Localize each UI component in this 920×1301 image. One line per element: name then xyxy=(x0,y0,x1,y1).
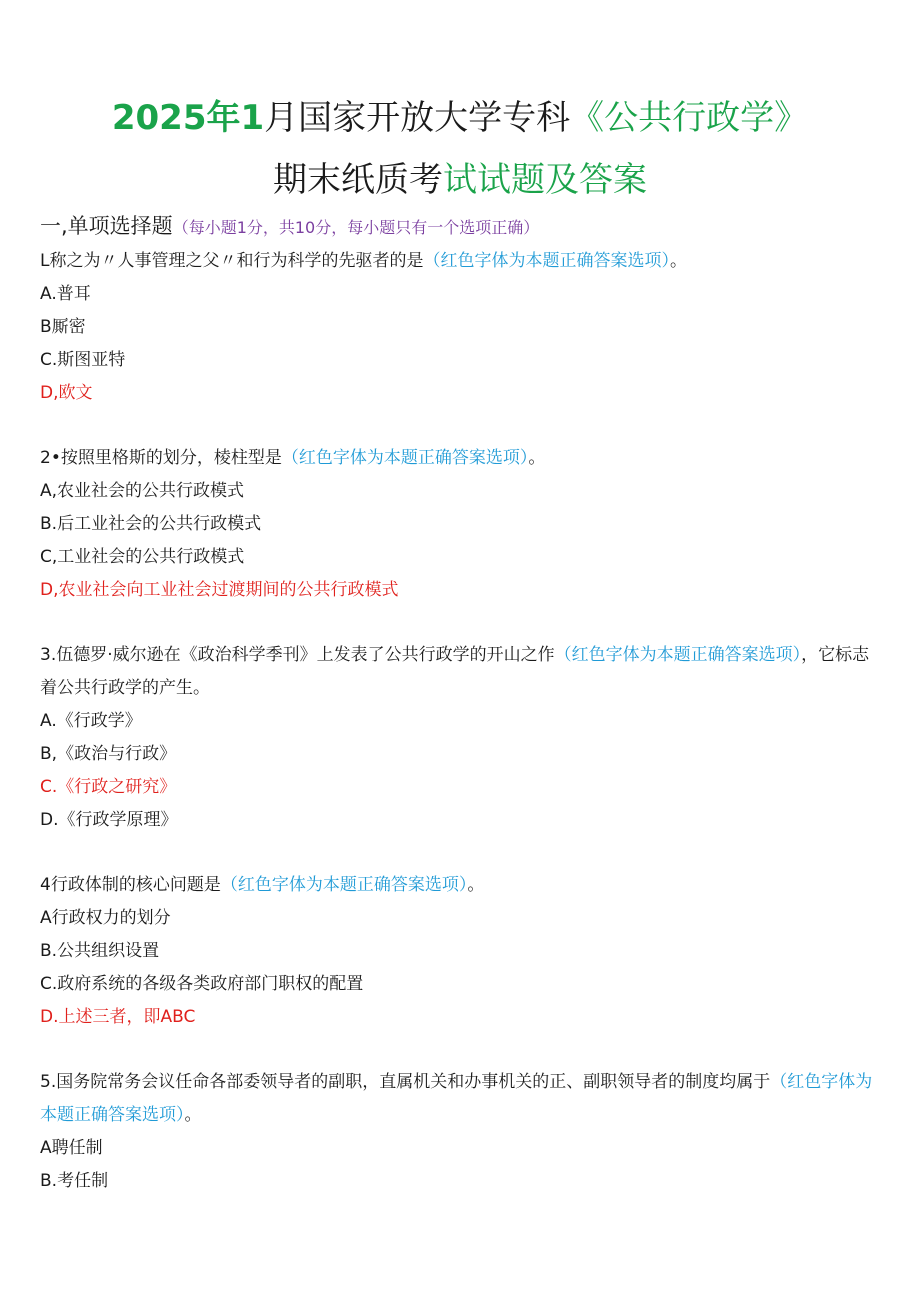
question-stem xyxy=(40,869,885,902)
option: B,《政治与行政》 xyxy=(40,744,177,764)
section-note: （每小题1分，共10分，每小题只有一个选项正确） xyxy=(172,218,540,237)
correct-option: D.上述三者，即ABC xyxy=(40,1007,196,1027)
question-stem xyxy=(40,245,885,278)
answer-hint: （红色字体为本题正确答案选项） xyxy=(40,1072,873,1125)
option: A聘任制 xyxy=(40,1138,103,1158)
answer-hint: （红色字体为本题正确答案选项） xyxy=(554,645,802,665)
title-course: 《公共行政学》 xyxy=(570,98,809,138)
option: C.斯图亚特 xyxy=(40,350,126,370)
title-year: 2025年1 xyxy=(111,98,265,138)
question-text: 5.国务院常务会议任命各部委领导者的副职，直属机关和办事机关的正、副职领导者的制度均属于 xyxy=(40,1072,771,1092)
document-title-line-1 xyxy=(0,90,920,139)
question-tail: ，它标志着公共行政学的产生。 xyxy=(40,645,870,698)
title-exam: 期末纸质考 xyxy=(273,160,443,200)
option: B.公共组织设置 xyxy=(40,941,160,961)
option: B.后工业社会的公共行政模式 xyxy=(40,514,262,534)
question-tail: 。 xyxy=(669,251,687,271)
option: C,工业社会的公共行政模式 xyxy=(40,547,245,567)
question-stem xyxy=(40,1066,885,1132)
correct-option: D,农业社会向工业社会过渡期间的公共行政模式 xyxy=(40,580,399,600)
title-answers: 试试题及答案 xyxy=(443,160,647,200)
question-text: 4行政体制的核心问题是 xyxy=(40,875,221,895)
option: B.考任制 xyxy=(40,1171,109,1191)
answer-hint: （红色字体为本题正确答案选项） xyxy=(281,448,529,468)
option: A行政权力的划分 xyxy=(40,908,171,928)
answer-hint: （红色字体为本题正确答案选项） xyxy=(423,251,670,271)
option: C.政府系统的各级各类政府部门职权的配置 xyxy=(40,974,364,994)
question-tail: 。 xyxy=(467,875,485,895)
question-stem xyxy=(40,639,885,705)
question-list xyxy=(40,245,885,1198)
option: A.《行政学》 xyxy=(40,711,142,731)
section-title: 一,单项选择题 xyxy=(40,214,173,238)
title-middle: 月国家开放大学专科 xyxy=(264,98,571,138)
correct-option: C.《行政之研究》 xyxy=(40,777,177,797)
section-heading xyxy=(40,210,539,240)
document-title-line-2 xyxy=(0,152,920,201)
question-text: 2•按照里格斯的划分，棱柱型是 xyxy=(40,448,282,468)
question-tail: 。 xyxy=(184,1105,202,1125)
correct-option: D,欧文 xyxy=(40,383,93,403)
question-stem xyxy=(40,442,885,475)
option: D.《行政学原理》 xyxy=(40,810,178,830)
question-tail: 。 xyxy=(528,448,546,468)
option: A,农业社会的公共行政模式 xyxy=(40,481,245,501)
option: B厮密 xyxy=(40,317,86,337)
option: A.普耳 xyxy=(40,284,91,304)
answer-hint: （红色字体为本题正确答案选项） xyxy=(220,875,468,895)
question-text: 3.伍德罗·威尔逊在《政治科学季刊》上发表了公共行政学的开山之作 xyxy=(40,645,555,665)
question-text: L称之为〃人事管理之父〃和行为科学的先驱者的是 xyxy=(40,251,424,271)
